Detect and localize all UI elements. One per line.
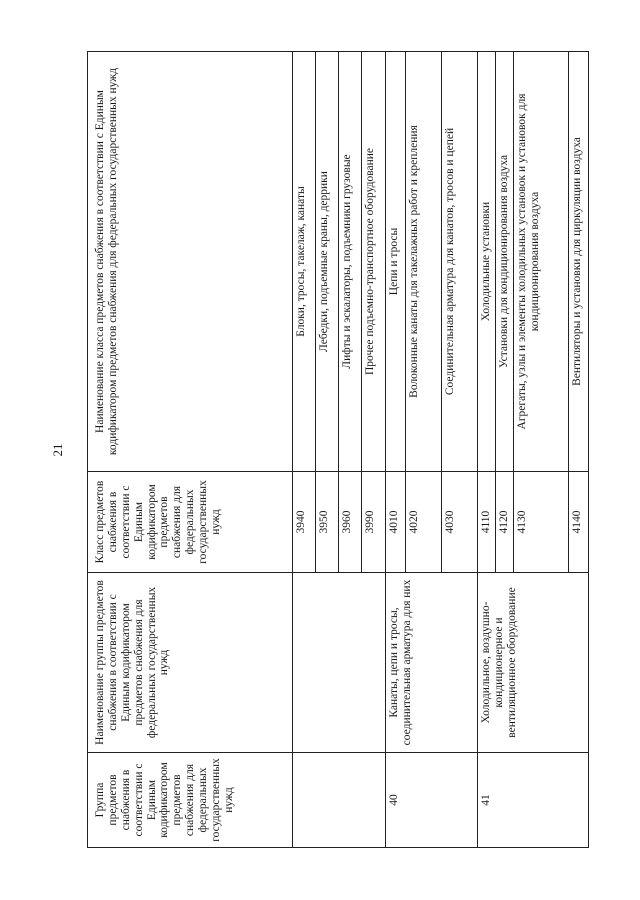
group-name: Холодильное, воздушно-кондиционерное и вентиляционное оборудование	[478, 573, 589, 753]
header-group: Группа предметов снабжения в соответствии с Единым кодификатором предметов снабжения для федеральных государственных нужд	[88, 753, 293, 848]
class-name: Лифты и эскалаторы, подъемники грузовые	[339, 52, 362, 472]
table-row	[293, 52, 316, 848]
class-code: 4110	[478, 472, 496, 573]
class-code: 4140	[569, 472, 589, 573]
header-group-name: Наименование группы предметов снабжения в соответствии с Единым кодификатором предметов снабжения для федеральных государственных нужд	[88, 573, 293, 753]
class-name: Вентиляторы и установки для циркуляции воздуха	[569, 52, 589, 472]
class-code: 4010	[386, 472, 406, 573]
table-row	[386, 52, 406, 848]
page-number: 21	[50, 443, 65, 457]
header-class-name: Наименование класса предметов снабжения в соответствии с Единым кодификатором предметов снабжения для федеральных государственных нужд	[88, 52, 293, 472]
class-code: 3940	[293, 472, 316, 573]
class-code: 3990	[362, 472, 386, 573]
group-name: Канаты, цепи и тросы, соединительная арматура для них	[386, 573, 478, 753]
group-name-empty	[293, 573, 386, 753]
class-name: Холодильные установки	[478, 52, 496, 472]
class-code: 4120	[496, 472, 514, 573]
supply-classification-table	[87, 51, 589, 848]
class-name: Волоконные канаты для такелажных работ и крепления	[406, 52, 442, 472]
class-name: Цепи и тросы	[386, 52, 406, 472]
header-row	[88, 52, 293, 848]
rotated-table-wrapper	[87, 52, 583, 848]
group-code: 40	[386, 753, 478, 848]
class-code: 4020	[406, 472, 442, 573]
class-name: Агрегаты, узлы и элементы холодильных установок и установок для кондиционирования воздуха	[514, 52, 569, 472]
group-code-empty	[293, 753, 386, 848]
class-code: 4130	[514, 472, 569, 573]
class-name: Лебедки, подъемные краны, деррики	[316, 52, 339, 472]
class-code: 3960	[339, 472, 362, 573]
group-code: 41	[478, 753, 589, 848]
table-row	[478, 52, 496, 848]
class-name: Установки для кондиционирования воздуха	[496, 52, 514, 472]
class-name: Соединительная арматура для канатов, тросов и цепей	[442, 52, 478, 472]
class-name: Блоки, тросы, такелаж, канаты	[293, 52, 316, 472]
header-class: Класс предметов снабжения в соответствии с Единым кодификатором предметов снабжения для федеральных государственных нужд	[88, 472, 293, 573]
class-code: 3950	[316, 472, 339, 573]
class-code: 4030	[442, 472, 478, 573]
class-name: Прочее подъемно-транспортное оборудование	[362, 52, 386, 472]
